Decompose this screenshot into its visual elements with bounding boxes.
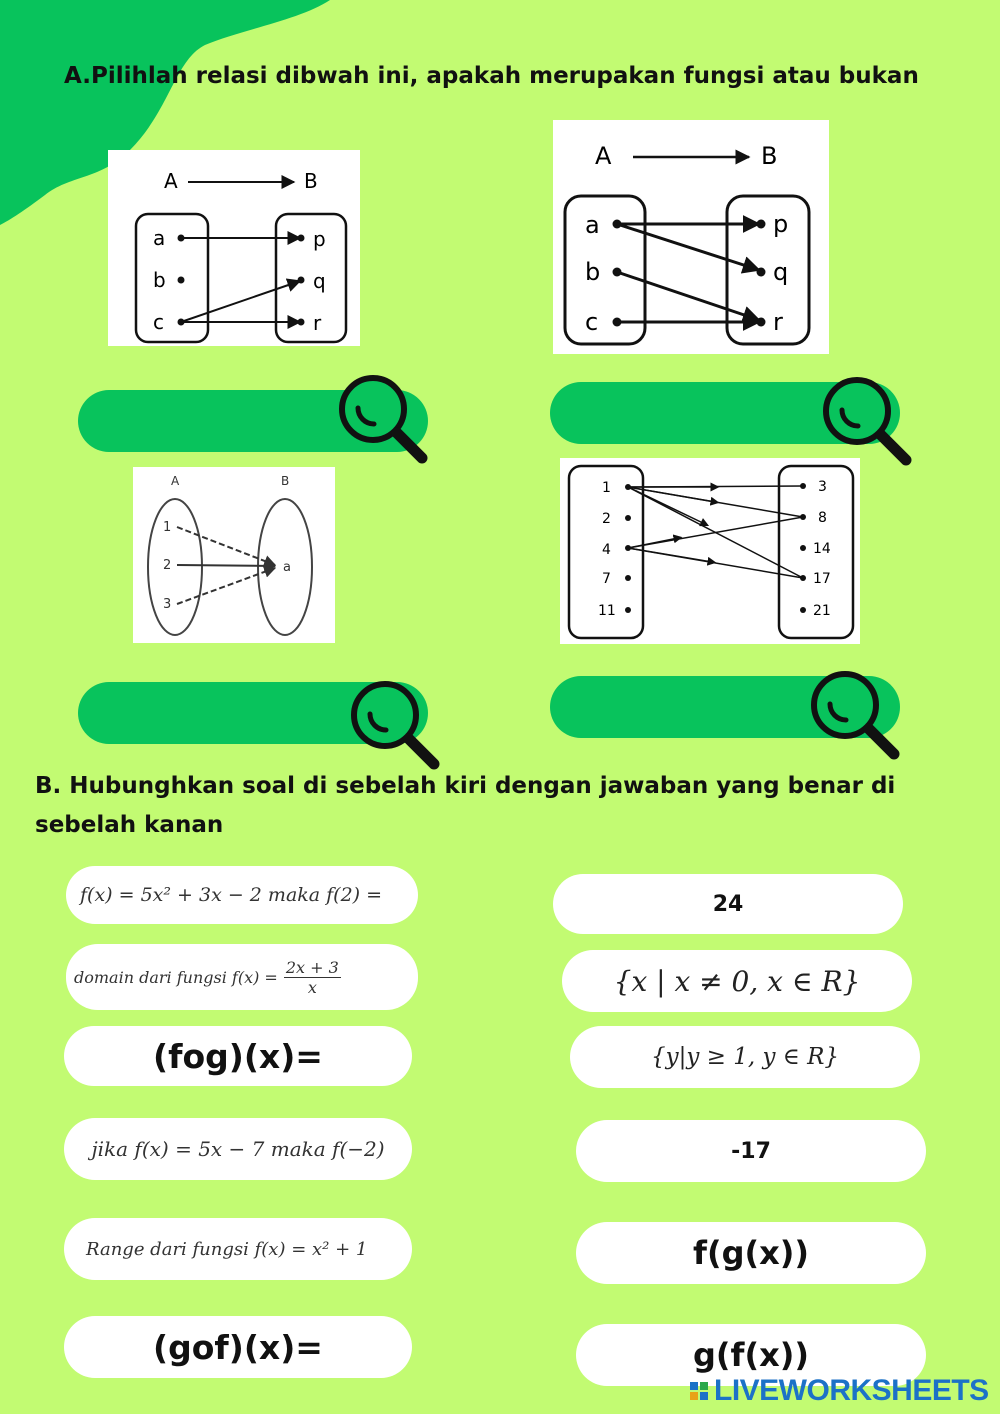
answer-1[interactable] xyxy=(553,874,903,934)
diagram1-codomain-item: r xyxy=(313,311,322,335)
fraction-denominator: x xyxy=(307,977,317,997)
diagram2-domain-item: c xyxy=(585,308,599,336)
diagram1-set-a-label: A xyxy=(164,169,178,193)
diagram2-set-a-label: A xyxy=(595,142,612,170)
answer-3-text: {y|y ≥ 1, y ∈ R} xyxy=(650,1044,840,1070)
answer-4[interactable] xyxy=(576,1120,926,1182)
relation-diagram-1 xyxy=(108,150,360,346)
answer-2[interactable] xyxy=(562,950,912,1012)
answer-1-text: 24 xyxy=(712,891,744,917)
question-6[interactable] xyxy=(64,1316,412,1378)
question-2[interactable] xyxy=(66,944,418,1010)
diagram4-codomain-item: 3 xyxy=(818,479,827,495)
question-6-text: (gof)(x)= xyxy=(153,1327,323,1367)
section-a-heading: A.Pilihlah relasi dibwah ini, apakah merupakan fungsi atau bukan xyxy=(64,63,919,89)
diagram1-codomain-item: q xyxy=(313,269,326,293)
fraction-numerator: 2x + 3 xyxy=(285,957,339,977)
diagram3-domain-item: 3 xyxy=(163,597,172,612)
answer-4-text: -17 xyxy=(731,1138,771,1164)
diagram3-set-a-label: A xyxy=(171,474,180,488)
diagram4-codomain-item: 8 xyxy=(818,510,827,526)
diagram4-codomain-item: 21 xyxy=(813,603,831,619)
question-4-text: jika f(x) = 5x − 7 maka f(−2) xyxy=(91,1137,385,1161)
diagram4-domain-item: 1 xyxy=(602,480,611,496)
diagram3-domain-item: 1 xyxy=(163,520,172,535)
diagram4-domain-item: 2 xyxy=(602,511,611,527)
section-b-heading-line2: sebelah kanan xyxy=(35,812,224,838)
liveworksheets-logo xyxy=(690,1374,989,1408)
question-2-text: domain dari fungsi f(x) = xyxy=(74,967,278,987)
diagram3-set-b-label: B xyxy=(281,474,290,488)
question-2-fraction xyxy=(284,958,341,997)
question-1-text: f(x) = 5x² + 3x − 2 maka f(2) = xyxy=(80,884,383,906)
diagram4-codomain-item: 14 xyxy=(813,541,831,557)
diagram1-domain-item: c xyxy=(153,310,164,334)
relation-diagram-2 xyxy=(553,120,829,354)
diagram4-domain-item: 7 xyxy=(602,571,611,587)
magnifier-icon xyxy=(348,678,442,772)
relation-diagram-3 xyxy=(133,467,335,643)
diagram4-domain-item: 4 xyxy=(602,542,611,558)
diagram4-codomain-item: 17 xyxy=(813,571,831,587)
question-4[interactable] xyxy=(64,1118,412,1180)
answer-2-text: {x | x ≠ 0, x ∈ R} xyxy=(613,964,861,998)
diagram4-domain-item: 11 xyxy=(598,603,616,619)
diagram2-set-b-label: B xyxy=(761,142,778,170)
question-1[interactable] xyxy=(66,866,418,924)
magnifier-icon xyxy=(808,668,902,762)
answer-5-text: f(g(x)) xyxy=(693,1234,809,1272)
relation-diagram-4 xyxy=(560,458,860,644)
liveworksheets-logo-icon xyxy=(690,1382,708,1400)
question-3[interactable] xyxy=(64,1026,412,1086)
question-5[interactable] xyxy=(64,1218,412,1280)
diagram3-domain-item: 2 xyxy=(163,558,172,573)
diagram1-domain-item: a xyxy=(153,226,166,250)
magnifier-icon xyxy=(820,374,914,468)
question-5-text: Range dari fungsi f(x) = x² + 1 xyxy=(86,1238,368,1260)
diagram1-codomain-item: p xyxy=(313,227,326,251)
diagram2-domain-item: a xyxy=(585,211,600,239)
answer-6-text: g(f(x)) xyxy=(693,1336,809,1374)
diagram3-codomain-item: a xyxy=(283,560,291,575)
diagram2-codomain-item: q xyxy=(773,258,789,286)
question-3-text: (fog)(x)= xyxy=(153,1036,323,1076)
answer-5[interactable] xyxy=(576,1222,926,1284)
answer-3[interactable] xyxy=(570,1026,920,1088)
diagram2-codomain-item: p xyxy=(773,210,789,238)
liveworksheets-logo-text: LIVEWORKSHEETS xyxy=(714,1374,989,1407)
section-b-heading-line1: B. Hubunghkan soal di sebelah kiri dengan jawaban yang benar di xyxy=(35,773,896,799)
diagram2-codomain-item: r xyxy=(773,308,783,336)
diagram2-domain-item: b xyxy=(585,258,601,286)
magnifier-icon xyxy=(336,372,430,466)
diagram1-domain-item: b xyxy=(153,268,166,292)
diagram1-set-b-label: B xyxy=(304,169,318,193)
